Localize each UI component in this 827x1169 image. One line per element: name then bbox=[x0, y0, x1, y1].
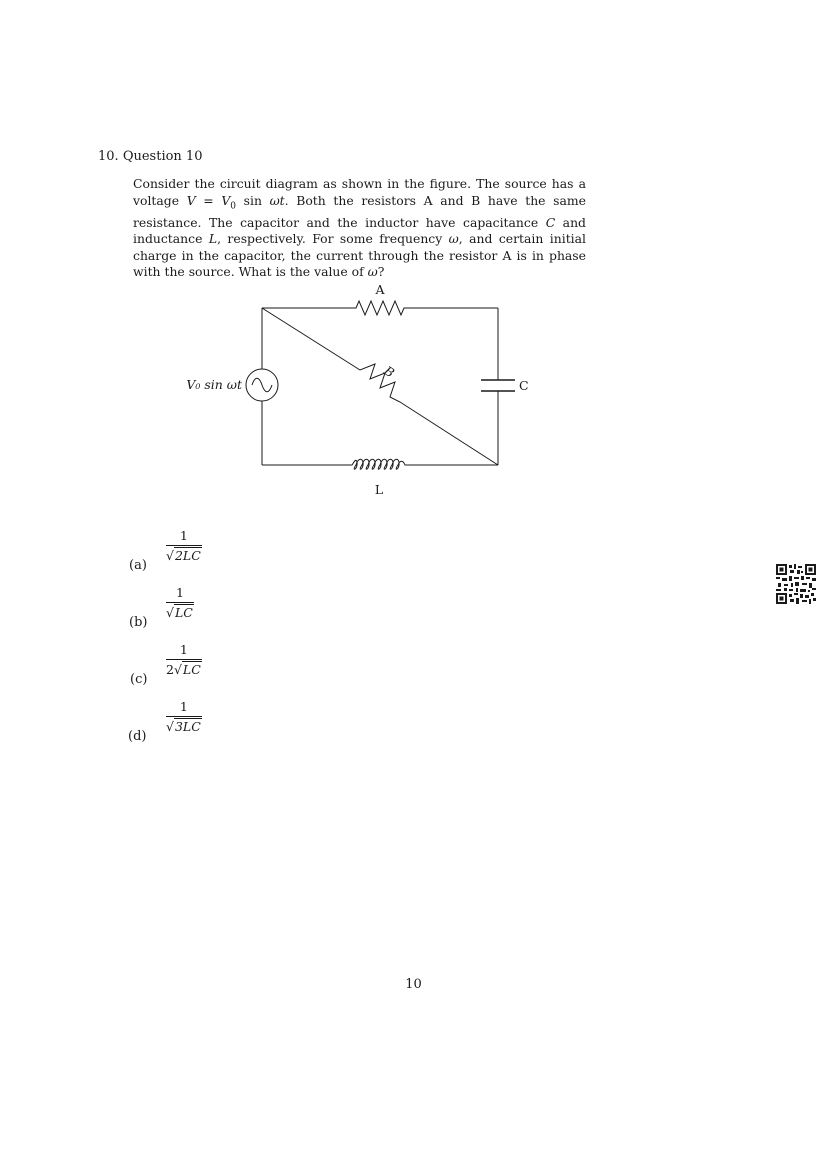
option-b-radicand: LC bbox=[174, 605, 193, 620]
option-d-label: (d) bbox=[128, 729, 147, 744]
option-c-answer: 1 2√LC bbox=[166, 642, 201, 677]
ac-source-wave bbox=[252, 378, 272, 392]
option-c-label: (c) bbox=[130, 672, 148, 687]
resistor-a-label: A bbox=[375, 282, 385, 297]
circuit-diagram bbox=[180, 280, 540, 500]
resistor-b-label: B bbox=[381, 362, 398, 381]
top-wire bbox=[262, 301, 498, 315]
option-d-numerator: 1 bbox=[179, 699, 188, 714]
diagonal-resistor-b bbox=[262, 308, 498, 465]
option-c-radicand: LC bbox=[182, 662, 201, 677]
question-number: 10. bbox=[98, 149, 119, 164]
qr-code bbox=[776, 564, 816, 604]
option-b-numerator: 1 bbox=[175, 585, 184, 600]
option-b-answer: 1 √LC bbox=[166, 585, 193, 620]
option-a-label: (a) bbox=[129, 558, 147, 573]
option-c-numerator: 1 bbox=[179, 642, 188, 657]
option-b-label: (b) bbox=[129, 615, 148, 630]
question-heading bbox=[98, 149, 202, 164]
option-d-answer: 1 √3LC bbox=[166, 699, 201, 734]
option-a-numerator: 1 bbox=[179, 528, 188, 543]
inductor-coil bbox=[262, 459, 498, 469]
source-label: V₀ sin ωt bbox=[186, 377, 242, 392]
option-a-radicand: 2LC bbox=[174, 548, 201, 563]
page-number: 10 bbox=[405, 977, 422, 992]
option-a-answer: 1 √2LC bbox=[166, 528, 201, 563]
question-title: Question 10 bbox=[122, 149, 203, 164]
question-text: Consider the circuit diagram as shown in the figure. The source has a voltage $V = V_0$ sin ωt. Both the resistors A and B have the same resistance. The capacitor and the inductor have capacitance C and inductance L, respectively. For some frequency ω, and certain initial charge in the capacitor, the current through the resistor A is in phase with the source. What is the value of ω? bbox=[133, 176, 586, 280]
option-d-radicand: 3LC bbox=[174, 719, 201, 734]
inductor-label: L bbox=[374, 482, 384, 497]
capacitor-label: C bbox=[519, 378, 529, 393]
